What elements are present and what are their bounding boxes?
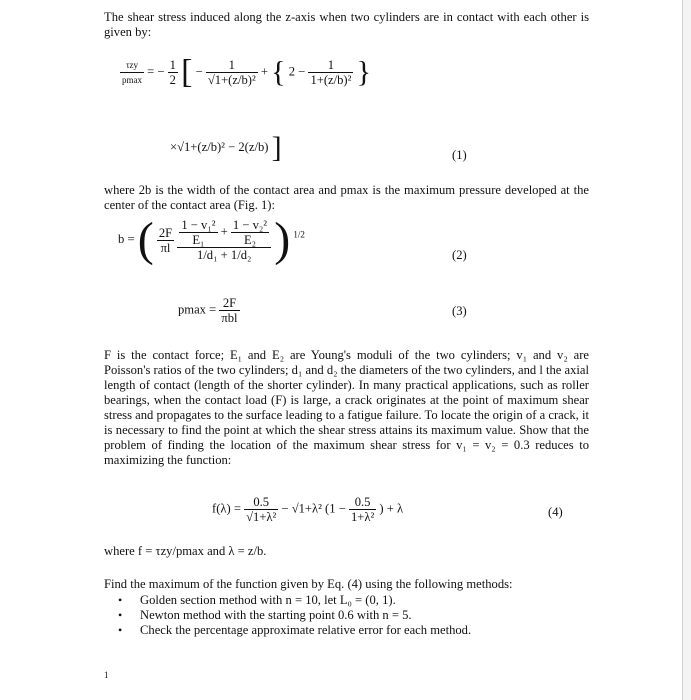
list-item xyxy=(118,593,588,608)
eq3-number: (3) xyxy=(452,304,467,318)
bullet-icon: • xyxy=(118,623,123,637)
list-item xyxy=(118,608,588,623)
eq1-lhs-num: τzy xyxy=(120,58,144,73)
eq1-lhs-den: pmax xyxy=(122,75,142,85)
eq1-half-num: 1 xyxy=(169,58,176,72)
eq3-den: πbl xyxy=(221,311,238,325)
eq1-term2-den: 1+(z/b)² xyxy=(310,73,352,87)
eq1-number: (1) xyxy=(452,148,467,162)
eq2-top-a-num: 1 − v₁² xyxy=(181,218,216,232)
bullet-icon: • xyxy=(118,593,123,607)
eq1-term2-num: 1 xyxy=(308,58,353,73)
eq1-lhs xyxy=(120,58,144,87)
eq2-main-frac: $\frac{\text{1 − v₁²}}{\text{E₁}}$ + $\frac{\text{1 − v₂²}}{\text{E₂}}$ 1/d₁ + 1/d₂ xyxy=(177,218,271,262)
eq2-lhs: b = xyxy=(118,231,135,246)
eq4-lhs: f(λ) = xyxy=(212,501,241,516)
equation-4 xyxy=(212,495,403,524)
equation-2: b = ( $\frac{2F}{\pi l}$ $\frac{\text{1 − v₁²}}{\text{E₁}}$ + $\frac{\text{1 − v₂²}}{\text{E₂}}$ 1/d₁ + 1/d₂ ) $^{1/2}$ xyxy=(118,213,305,266)
where-2-text: where f = τzy/pmax and λ = z/b. xyxy=(104,544,267,558)
eq2-top-b-num: 1 − v₂² xyxy=(232,218,268,232)
find-text: Find the maximum of the function given by Eq. (4) using the following methods: xyxy=(104,577,513,591)
eq1-term1-num: 1 xyxy=(206,58,258,73)
where-1-text: where 2b is the width of the contact area and pmax is the maximum pressure developed at the center of the contact area (Fig. 1): xyxy=(104,183,589,212)
equation-3 xyxy=(178,296,240,325)
eq3-num: 2F xyxy=(219,296,239,311)
eq4-t1-den: √1+λ² xyxy=(246,510,277,524)
eq4-t2-den: 1+λ² xyxy=(350,510,375,524)
methods-list xyxy=(118,593,588,638)
body-paragraph: F is the contact force; E₁ and E₂ are Young's moduli of the two cylinders; v₁ and v₂ are Poisson's ratios of the two cylinders; d₁ and d₂ the diameters of the two cylinders, and l the axial length of contact (length of the shorter cylinder). In many practical applications, such as roller bearings, when the contact load (F) is large, a crack originates at the point of maximum shear stress and propagates to the surface leading to a fatigue failure. To locate the origin of a crack, it is necessary to find the point at which the shear stress attains its maximum value. Show that the problem of finding the location of the maximum shear stress for v₁ = v₂ = 0.3 reduces to maximizing the function: xyxy=(104,348,589,467)
eq4-t2 xyxy=(349,495,376,524)
list-item xyxy=(118,623,588,638)
eq4-tail: ) + λ xyxy=(379,501,404,516)
eq2-top-a-den: E₁ xyxy=(192,233,205,247)
eq2-number: (2) xyxy=(452,248,467,262)
eq1-half xyxy=(168,58,178,87)
eq1-term2 xyxy=(308,58,353,87)
page-number: 1 xyxy=(104,670,109,680)
list-item-text: Check the percentage approximate relative error for each method. xyxy=(140,623,472,637)
eq1-half-den: 2 xyxy=(169,73,176,87)
eq4-t1-num: 0.5 xyxy=(244,495,278,510)
eq2-coef-num: 2F xyxy=(158,225,173,240)
eq3-lhs: pmax = xyxy=(178,302,217,317)
eq1-term1 xyxy=(206,58,258,87)
list-item-text: Golden section method with n = 10, let L₀ = (0, 1). xyxy=(140,593,396,607)
eq2-bot-a: 1/d₁ xyxy=(197,248,218,262)
eq4-number: (4) xyxy=(548,505,563,519)
eq4-t1 xyxy=(244,495,278,524)
eq4-t2-num: 0.5 xyxy=(349,495,376,510)
scroll-gutter xyxy=(683,0,691,700)
eq2-top-b-den: E₂ xyxy=(243,233,257,247)
list-item-text: Newton method with the starting point 0.6 with n = 5. xyxy=(140,608,412,622)
equation-1-line-2: ×√1+(z/b)² − 2(z/b) ] xyxy=(170,131,282,165)
eq2-bot-b: 1/d₂ xyxy=(230,248,252,262)
eq2-power: 1/2 xyxy=(293,229,305,240)
eq1-line2: ×√1+(z/b)² − 2(z/b) xyxy=(170,140,269,154)
eq4-mid: − √1+λ² (1 − xyxy=(281,501,346,516)
eq1-two: 2 − xyxy=(288,64,306,79)
bullet-icon: • xyxy=(118,608,123,622)
eq3-frac xyxy=(219,296,239,325)
eq2-coef-den: πl xyxy=(160,240,171,255)
eq2-coef xyxy=(157,226,174,255)
equation-1-line-1: $\frac{\text{τzy}}{pmax}$ = − $\frac{1}{2}$ [ − $\frac{1}{\text{√1+(z/b)²}}$ + { 2 − $\frac{1}{\text{1+(z/b)²}}$ } xyxy=(122,53,371,91)
eq1-plus: + xyxy=(260,64,269,79)
intro-text: The shear stress induced along the z-axis when two cylinders are in contact with each other is given by: xyxy=(104,10,589,39)
eq1-term1-den: √1+(z/b)² xyxy=(207,73,256,87)
